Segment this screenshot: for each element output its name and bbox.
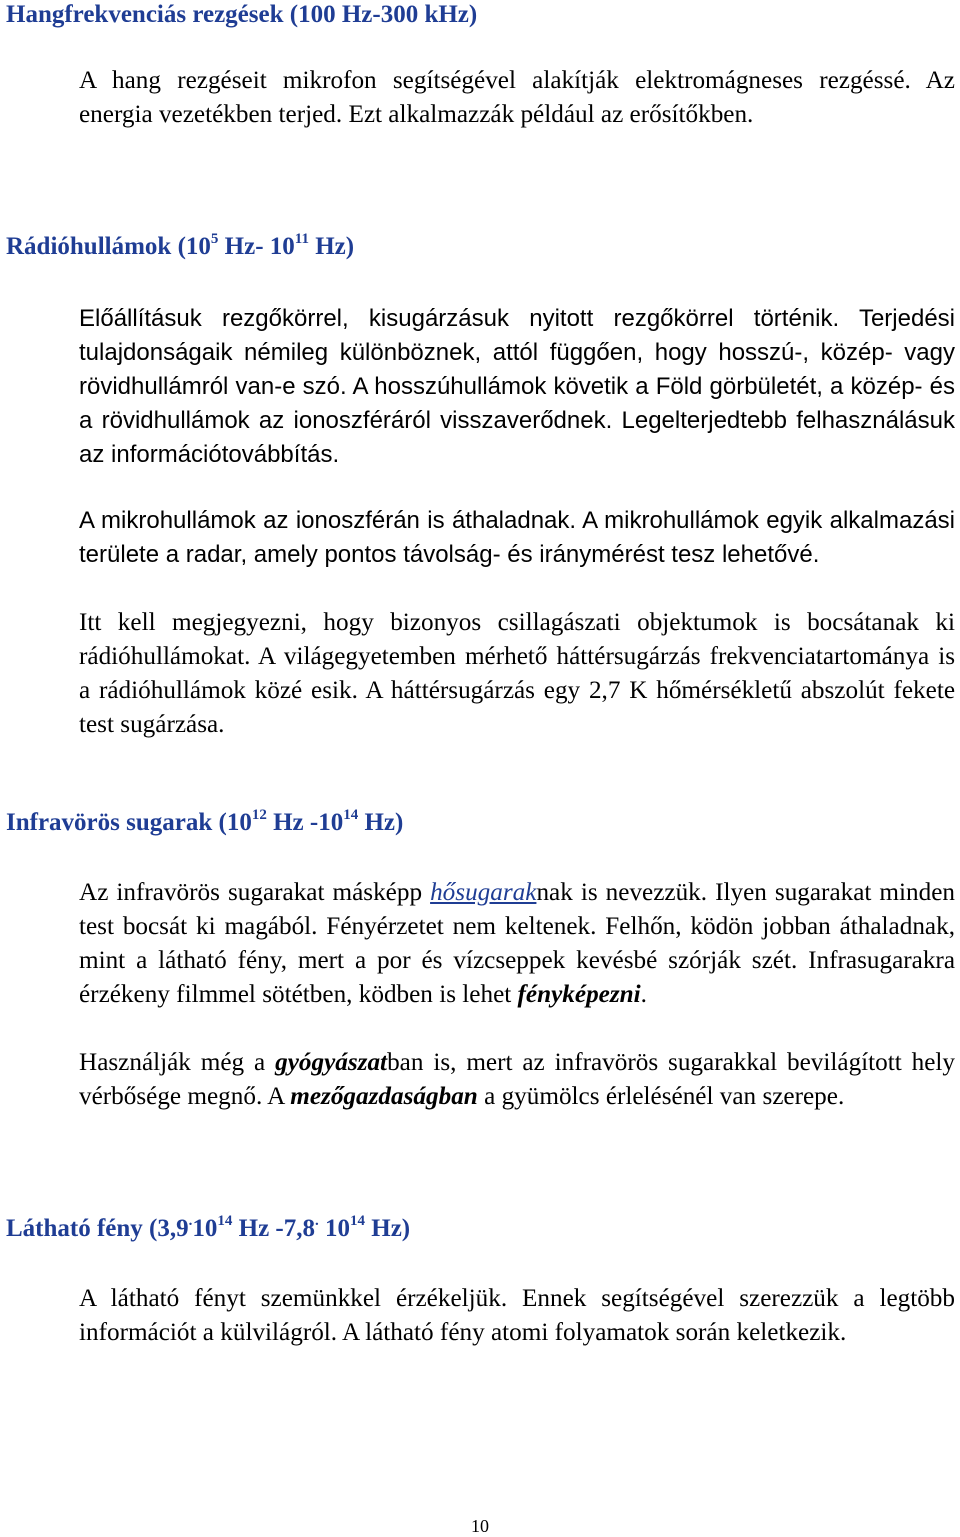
heading-text: Hz) (358, 809, 404, 836)
text-run: Itt kell megjegyezni, hogy bizonyos csillagászati objektumok is bocsátanak ki rádióhullámokat. (79, 609, 955, 670)
paragraph-radio-intro: Előállításuk rezgőkörrel, kisugárzásuk nyitott rezgőkörrel történik. Terjedési tulajdonságaik némileg különböznek, attól függően, hogy hosszú-, közép- vagy rövidhullámról van-e szó. A hosszúhullámok követik a Föld görbületét, a közép- és a rövidhullámok az ionoszféráról visszaverődnek. Legelterjedtebb felhasználásuk az információtovábbítás. (79, 305, 955, 468)
superscript: 11 (294, 230, 309, 247)
paragraph-infravoros-1 (79, 876, 955, 1012)
page-number: 10 (471, 1516, 489, 1536)
heading-text: Hz) (365, 1215, 411, 1242)
superscript: 14 (217, 1212, 233, 1229)
emphasis-text: gyógyászat (275, 1049, 388, 1076)
heading-text: 10 (192, 1215, 218, 1242)
heading-text: Infravörös sugarak (10 (6, 809, 252, 836)
superscript: 5 (210, 230, 219, 247)
heading-text: Látható fény (3,9 (6, 1215, 189, 1242)
emphasis-text: fényképezni (517, 981, 641, 1008)
paragraph-infravoros-2 (79, 1046, 955, 1114)
heading-text: 10 (318, 1215, 351, 1242)
heading-hangfrekvencias (6, 0, 477, 30)
hosugarak-link[interactable]: hősugarak (430, 879, 537, 906)
heading-text: Rádióhullámok (10 (6, 233, 211, 260)
paragraph-mikrohullamok: A mikrohullámok az ionoszférán is áthaladnak. A mikrohullámok egyik alkalmazási területe a radar, amely pontos távolság- és iránymérést tesz lehetővé. (79, 507, 955, 568)
text-run: ban is, mert az infravörös sugarakkal bevilágított hely vérbősége megnő. A (79, 1049, 956, 1110)
heading-text: Hz) (308, 233, 355, 260)
emphasis-text: mezőgazdaságban (290, 1083, 478, 1110)
paragraph-hattersugarzas (79, 606, 955, 742)
text-run: nak is nevezzük. Ilyen sugarakat minden test bocsát ki magából. Fényérzetet nem keltenek. Felhőn, ködön jobban áthaladnak, mint a látható fény, mert a por és vízcseppek kevésbé szórják szét. Infrasugarakra érzékeny filmmel sötétben, ködben is lehet (79, 879, 955, 1008)
heading-text: Hangfrekvenciás rezgések (100 Hz-300 kHz) (6, 1, 478, 28)
heading-radiohullamok (6, 232, 354, 262)
superscript: 14 (343, 806, 359, 823)
heading-text: Hz -10 (266, 809, 344, 836)
paragraph-hangfrekvencias: A hang rezgéseit mikrofon segítségével alakítják elektromágneses rezgéssé. Az energia vezetékben terjed. Ezt alkalmazzák például az erősítőkben. (79, 67, 955, 128)
superscript: 12 (251, 806, 267, 823)
paragraph-lathato-feny: A látható fényt szemünkkel érzékeljük. Ennek segítségével szerezzük a legtöbb információt a külvilágról. A látható fény atomi folyamatok során keletkezik. (79, 1285, 955, 1346)
superscript: 14 (350, 1212, 366, 1229)
heading-infravoros (6, 808, 403, 838)
text-run: Használják még a (79, 1049, 276, 1076)
text-run: a gyümölcs érlelésénél van szerepe. (477, 1083, 845, 1110)
text-run: A világegyetemben mérhető háttérsugárzás frekvenciatartománya is a rádióhullámok közé esik. A háttérsugárzás egy 2,7 K hőmérsékletű abszolút fekete test sugárzása. (79, 643, 955, 738)
heading-text: Hz -7,8 (232, 1215, 316, 1242)
superscript: . (188, 1212, 193, 1229)
text-run: . (640, 981, 647, 1008)
superscript: . (315, 1212, 319, 1229)
heading-text: Hz- 10 (218, 233, 295, 260)
heading-lathato-feny (6, 1214, 410, 1244)
text-run: Az infravörös sugarakat másképp (79, 879, 431, 906)
